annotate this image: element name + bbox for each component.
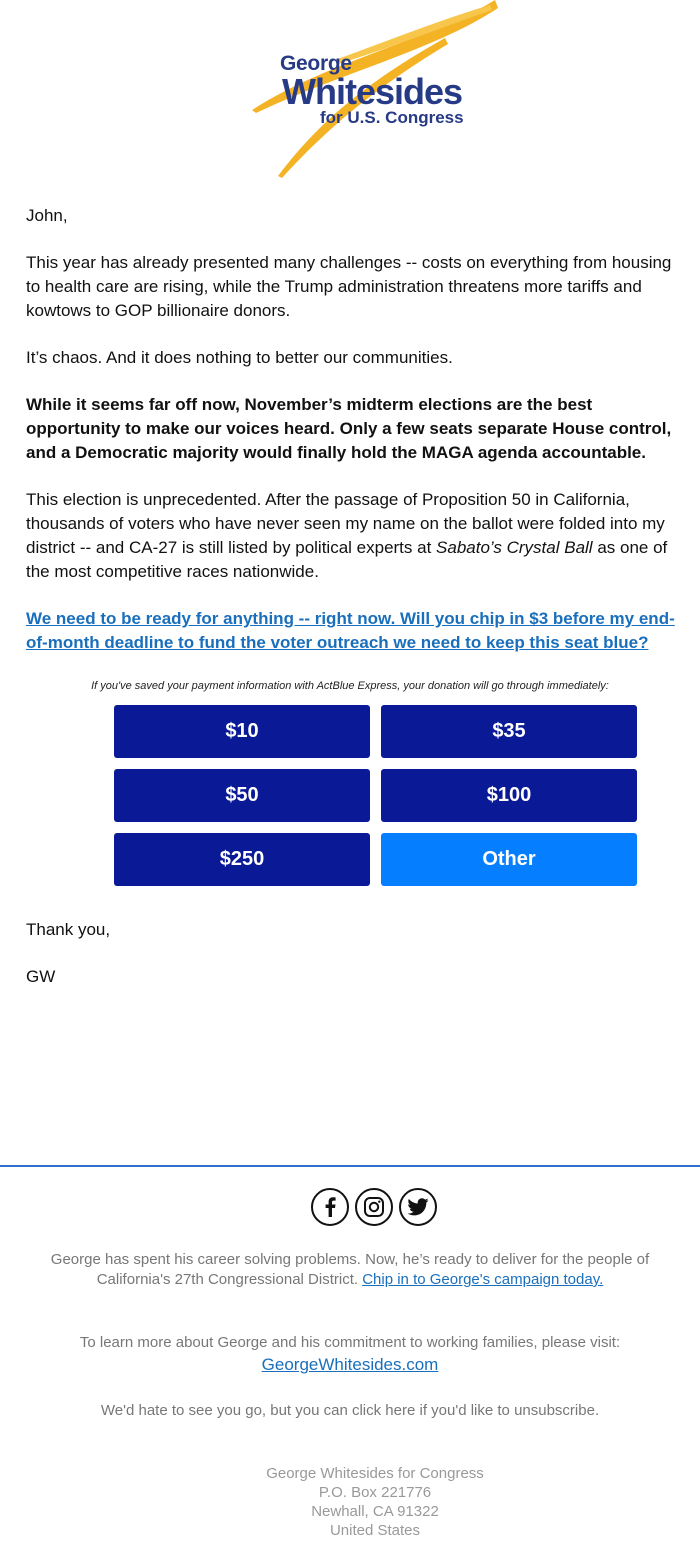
donate-50-button[interactable]: $50 bbox=[114, 769, 370, 822]
website-link[interactable]: GeorgeWhitesides.com bbox=[261, 1355, 439, 1374]
donate-250-button[interactable]: $250 bbox=[114, 833, 370, 886]
donate-10-button[interactable]: $10 bbox=[114, 705, 370, 758]
paragraph-4-text-end: as one of bbox=[592, 538, 668, 557]
campaign-logo bbox=[240, 0, 510, 180]
facebook-icon[interactable] bbox=[311, 1188, 349, 1226]
cta-link-text-1[interactable]: We need to be ready for anything -- right now. Will you chip in $3 before my end- bbox=[26, 609, 675, 628]
cta-link-text-2[interactable]: of-month deadline to fund the voter outreach we need to keep this seat blue? bbox=[26, 633, 649, 652]
footer-learn-more bbox=[50, 1333, 650, 1377]
donate-100-button[interactable]: $100 bbox=[381, 769, 637, 822]
paragraph-4-line-1: This election is unprecedented. After the passage of Proposition 50 in California, bbox=[26, 490, 630, 509]
cta-link-line-1[interactable] bbox=[26, 607, 700, 631]
donate-35-button[interactable]: $35 bbox=[381, 705, 637, 758]
address-line-1: George Whitesides for Congress bbox=[266, 1465, 484, 1482]
logo-text-last-name: Whitesides bbox=[282, 71, 463, 112]
footer-divider bbox=[0, 1165, 700, 1167]
footer-about-paragraph bbox=[50, 1250, 650, 1290]
letter-body bbox=[26, 204, 700, 655]
footer-learn-more-text: To learn more about George and his commitment to working families, please visit: bbox=[79, 1334, 621, 1351]
paragraph-2: It’s chaos. And it does nothing to better our communities. bbox=[26, 348, 453, 367]
address-line-3: Newhall, CA 91322 bbox=[311, 1503, 439, 1520]
paragraph-1-line-1: This year has already presented many challenges -- costs on everything from housing bbox=[26, 253, 672, 272]
closing-thanks: Thank you, bbox=[26, 920, 111, 939]
twitter-icon[interactable] bbox=[399, 1188, 437, 1226]
paragraph-3-line-3: and a Democratic majority would finally hold the MAGA agenda accountable. bbox=[26, 443, 646, 462]
instagram-icon[interactable] bbox=[355, 1188, 393, 1226]
publication-name: Sabato’s Crystal Ball bbox=[436, 538, 593, 557]
logo-text-first-name: George bbox=[280, 52, 352, 75]
logo-text-office: for U.S. Congress bbox=[320, 108, 464, 127]
donate-other-button[interactable]: Other bbox=[381, 833, 637, 886]
paragraph-4-text: district -- and CA-27 is still listed by political experts at bbox=[26, 538, 437, 557]
paragraph-1-line-3: kowtows to GOP billionaire donors. bbox=[26, 301, 291, 320]
footer-about-text: George has spent his career solving problems. Now, he’s ready to deliver for the people of California's 27th Congressional District. bbox=[50, 1251, 650, 1288]
signature: GW bbox=[26, 967, 56, 986]
paragraph-1-line-2: to health care are rising, while the Trump administration threatens more tariffs and bbox=[26, 277, 642, 296]
cta-link-line-2[interactable] bbox=[26, 631, 700, 655]
unsubscribe-text[interactable]: We'd hate to see you go, but you can click here if you'd like to unsubscribe. bbox=[100, 1402, 600, 1419]
paragraph-3-line-1: While it seems far off now, November’s midterm elections are the best bbox=[26, 395, 593, 414]
actblue-express-note: If you've saved your payment information with ActBlue Express, your donation will go through immediately: bbox=[91, 680, 609, 692]
footer-chip-in-link[interactable]: Chip in to George's campaign today. bbox=[362, 1271, 604, 1288]
paragraph-4-line-4: the most competitive races nationwide. bbox=[26, 562, 319, 581]
greeting: John, bbox=[26, 206, 68, 225]
address-line-2: P.O. Box 221776 bbox=[318, 1484, 432, 1501]
paragraph-4-line-3 bbox=[26, 536, 700, 560]
address-line-4: United States bbox=[329, 1522, 421, 1539]
paragraph-4-line-2: thousands of voters who have never seen my name on the ballot were folded into my bbox=[26, 514, 665, 533]
paragraph-3-line-2: opportunity to make our voices heard. Only a few seats separate House control, bbox=[26, 419, 672, 438]
